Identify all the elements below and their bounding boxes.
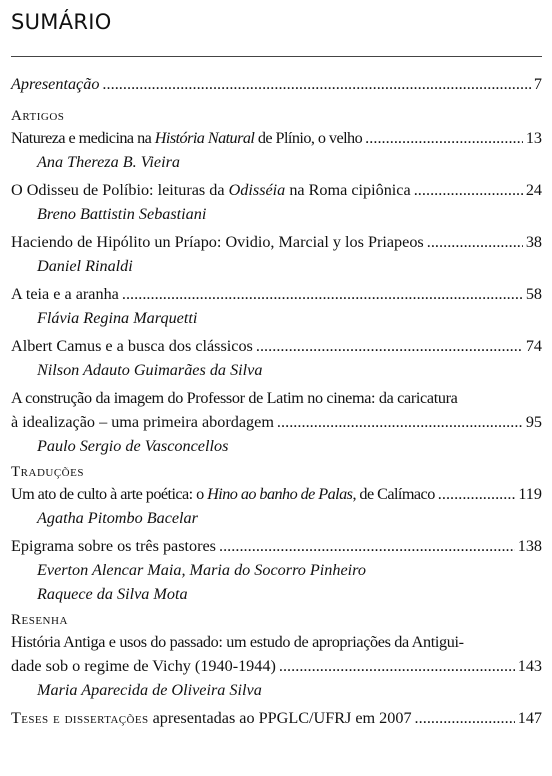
- entry-title: Epigrama sobre os três pastores: [11, 537, 216, 555]
- entry-title: à idealização – uma primeira abordagem: [11, 413, 274, 431]
- toc-entry[interactable]: [11, 482, 542, 506]
- toc-entry[interactable]: [11, 282, 542, 306]
- entry-title: Apresentação: [11, 75, 100, 93]
- entry-title-line: História Antiga e usos do passado: um estudo de apropriações da Antigui-: [11, 633, 464, 651]
- page-number: 24: [525, 181, 542, 199]
- toc-entry[interactable]: [11, 654, 542, 678]
- entry-author: Everton Alencar Maia, Maria do Socorro Pinheiro: [37, 561, 366, 579]
- toc-entry[interactable]: [11, 410, 542, 434]
- entry-title: Albert Camus e a busca dos clássicos: [11, 337, 253, 355]
- page-number: 58: [525, 285, 542, 303]
- leader-dots: [414, 178, 523, 202]
- entry-author: Maria Aparecida de Oliveira Silva: [37, 681, 262, 699]
- entry-title: Natureza e medicina na História Natural de Plínio, o velho: [11, 129, 363, 147]
- entry-author: Paulo Sergio de Vasconcellos: [37, 437, 229, 455]
- page-title: SUMÁRIO: [11, 10, 112, 34]
- leader-dots: [438, 482, 516, 506]
- leader-dots: [279, 654, 515, 678]
- toc-entry[interactable]: [11, 178, 542, 202]
- entry-author: Flávia Regina Marquetti: [37, 309, 198, 327]
- entry-author: Nilson Adauto Guimarães da Silva: [37, 361, 263, 379]
- toc-entry[interactable]: [11, 230, 542, 254]
- section-heading-artigos: Artigos: [11, 108, 65, 124]
- toc-entry-presentation[interactable]: [11, 72, 542, 96]
- entry-author: Ana Thereza B. Vieira: [37, 153, 180, 171]
- page-number: 138: [517, 537, 542, 555]
- toc-entry[interactable]: [11, 334, 542, 358]
- entry-title-line: A construção da imagem do Professor de Latim no cinema: da caricatura: [11, 389, 458, 407]
- table-of-contents: [11, 72, 542, 730]
- page-number: 119: [518, 485, 542, 503]
- toc-entry[interactable]: [11, 534, 542, 558]
- entry-author: Daniel Rinaldi: [37, 257, 133, 275]
- entry-title: O Odisseu de Políbio: leituras da Odisséia na Roma cipiônica: [11, 181, 411, 199]
- section-heading-resenha: Resenha: [11, 612, 68, 628]
- page-number: 143: [517, 657, 542, 675]
- page-number: 13: [525, 129, 542, 147]
- title-rule: [11, 56, 542, 57]
- leader-dots: [256, 334, 523, 358]
- page-number: 147: [517, 709, 542, 727]
- leader-dots: [122, 282, 523, 306]
- page-number: 38: [525, 233, 542, 251]
- leader-dots: [415, 706, 515, 730]
- page-number: 7: [533, 75, 542, 93]
- toc-entry[interactable]: [11, 126, 542, 150]
- section-heading-traducoes: Traduções: [11, 464, 84, 480]
- entry-author: Raquece da Silva Mota: [37, 585, 188, 603]
- leader-dots: [102, 72, 530, 96]
- entry-title: Um ato de culto à arte poética: o Hino ao banho de Palas, de Calímaco: [11, 485, 435, 503]
- leader-dots: [219, 534, 515, 558]
- entry-title: Teses e dissertações apresentadas ao PPGLC/UFRJ em 2007: [11, 709, 412, 727]
- entry-title: dade sob o regime de Vichy (1940-1944): [11, 657, 276, 675]
- entry-author: Breno Battistin Sebastiani: [37, 205, 207, 223]
- leader-dots: [427, 230, 523, 254]
- toc-entry[interactable]: [11, 706, 542, 730]
- leader-dots: [277, 410, 523, 434]
- leader-dots: [365, 126, 523, 150]
- entry-title: Haciendo de Hipólito un Príapo: Ovidio, Marcial y los Priapeos: [11, 233, 424, 251]
- page-number: 95: [525, 413, 542, 431]
- entry-author: Agatha Pitombo Bacelar: [37, 509, 198, 527]
- entry-title: A teia e a aranha: [11, 285, 119, 303]
- page-number: 74: [525, 337, 542, 355]
